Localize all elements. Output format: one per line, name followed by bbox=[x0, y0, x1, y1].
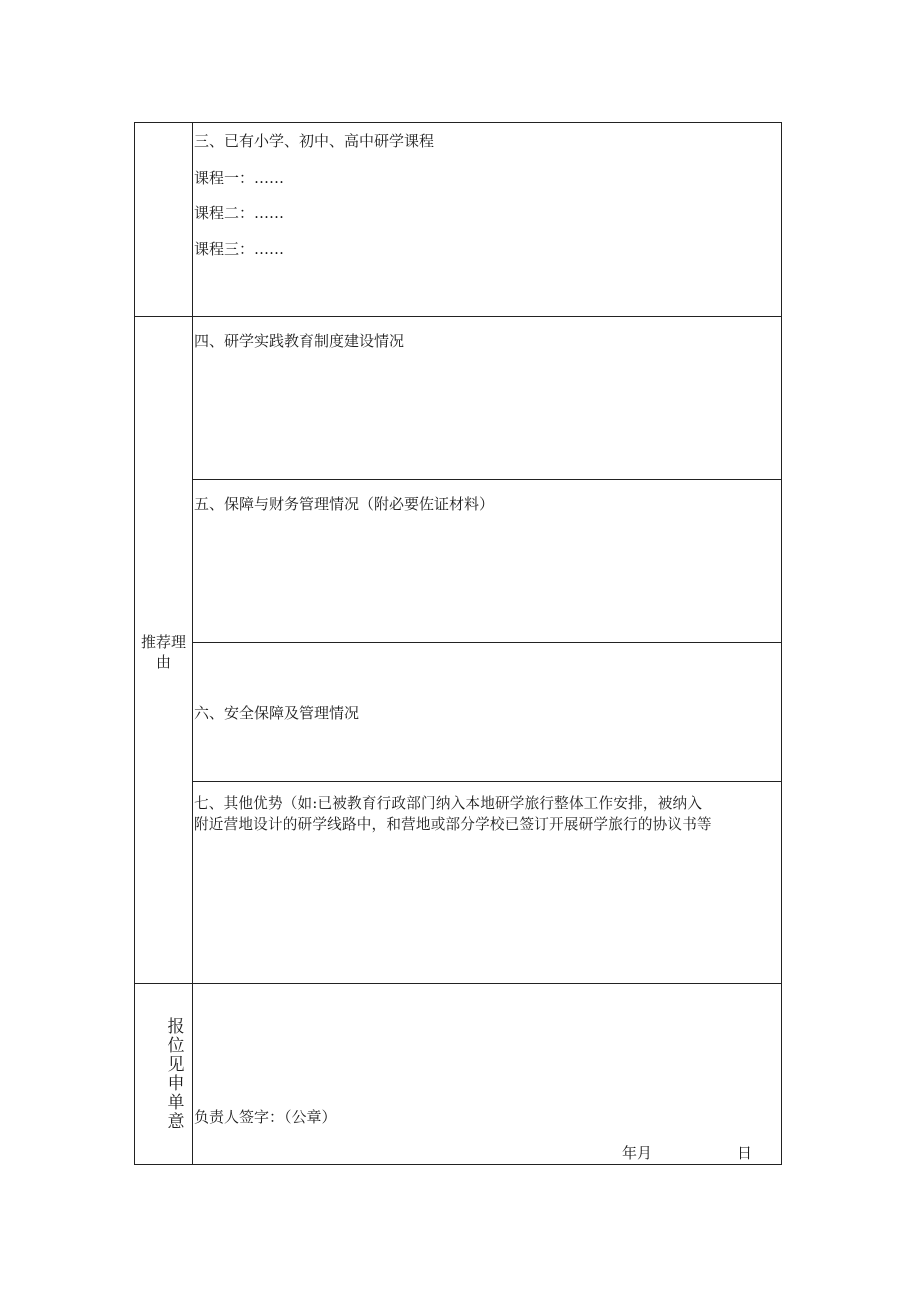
table-border-top bbox=[134, 122, 782, 123]
unit-opinion-char-6: 意 bbox=[167, 1112, 185, 1132]
row-divider-section4 bbox=[192, 479, 782, 480]
section3-title: 三、已有小学、初中、高中研学课程 bbox=[194, 132, 435, 150]
row-divider-section7 bbox=[134, 983, 782, 984]
section5-title: 五、保障与财务管理情况（附必要佐证材料） bbox=[194, 495, 495, 513]
recommend-reason-label bbox=[135, 632, 192, 672]
unit-opinion-char-4: 申 bbox=[167, 1074, 185, 1094]
unit-opinion-char-5: 单 bbox=[167, 1093, 185, 1113]
table-column-divider bbox=[192, 122, 193, 1165]
table-border-bottom bbox=[134, 1164, 782, 1165]
recommend-reason-line2: 由 bbox=[155, 653, 171, 671]
row-divider-section6 bbox=[192, 781, 782, 782]
section4-title: 四、研学实践教育制度建设情况 bbox=[194, 332, 405, 350]
row-divider-section3 bbox=[134, 316, 782, 317]
date-year-month: 年月 bbox=[622, 1144, 653, 1162]
unit-opinion-char-2: 位 bbox=[167, 1036, 185, 1056]
section7-line2: 附近营地设计的研学线路中，和营地或部分学校已签订开展研学旅行的协议书等 bbox=[194, 816, 712, 833]
signature-label: 负责人签字：（公章） bbox=[194, 1108, 337, 1126]
unit-opinion-char-1: 报 bbox=[167, 1017, 185, 1037]
date-day: 日 bbox=[737, 1144, 753, 1162]
section7-line1: 七、其他优势（如:已被教育行政部门纳入本地研学旅行整体工作安排，被纳入 bbox=[194, 795, 703, 812]
course-1: 课程一：…… bbox=[194, 169, 285, 187]
recommend-reason-line1: 推荐理 bbox=[140, 633, 186, 651]
row-divider-section5 bbox=[192, 642, 782, 643]
unit-opinion-char-3: 见 bbox=[167, 1055, 185, 1075]
unit-opinion-label bbox=[163, 1018, 189, 1132]
course-3: 课程三：…… bbox=[194, 240, 285, 258]
course-2: 课程二：…… bbox=[194, 204, 285, 222]
section6-title: 六、安全保障及管理情况 bbox=[194, 704, 360, 722]
table-border-right bbox=[781, 122, 782, 1165]
